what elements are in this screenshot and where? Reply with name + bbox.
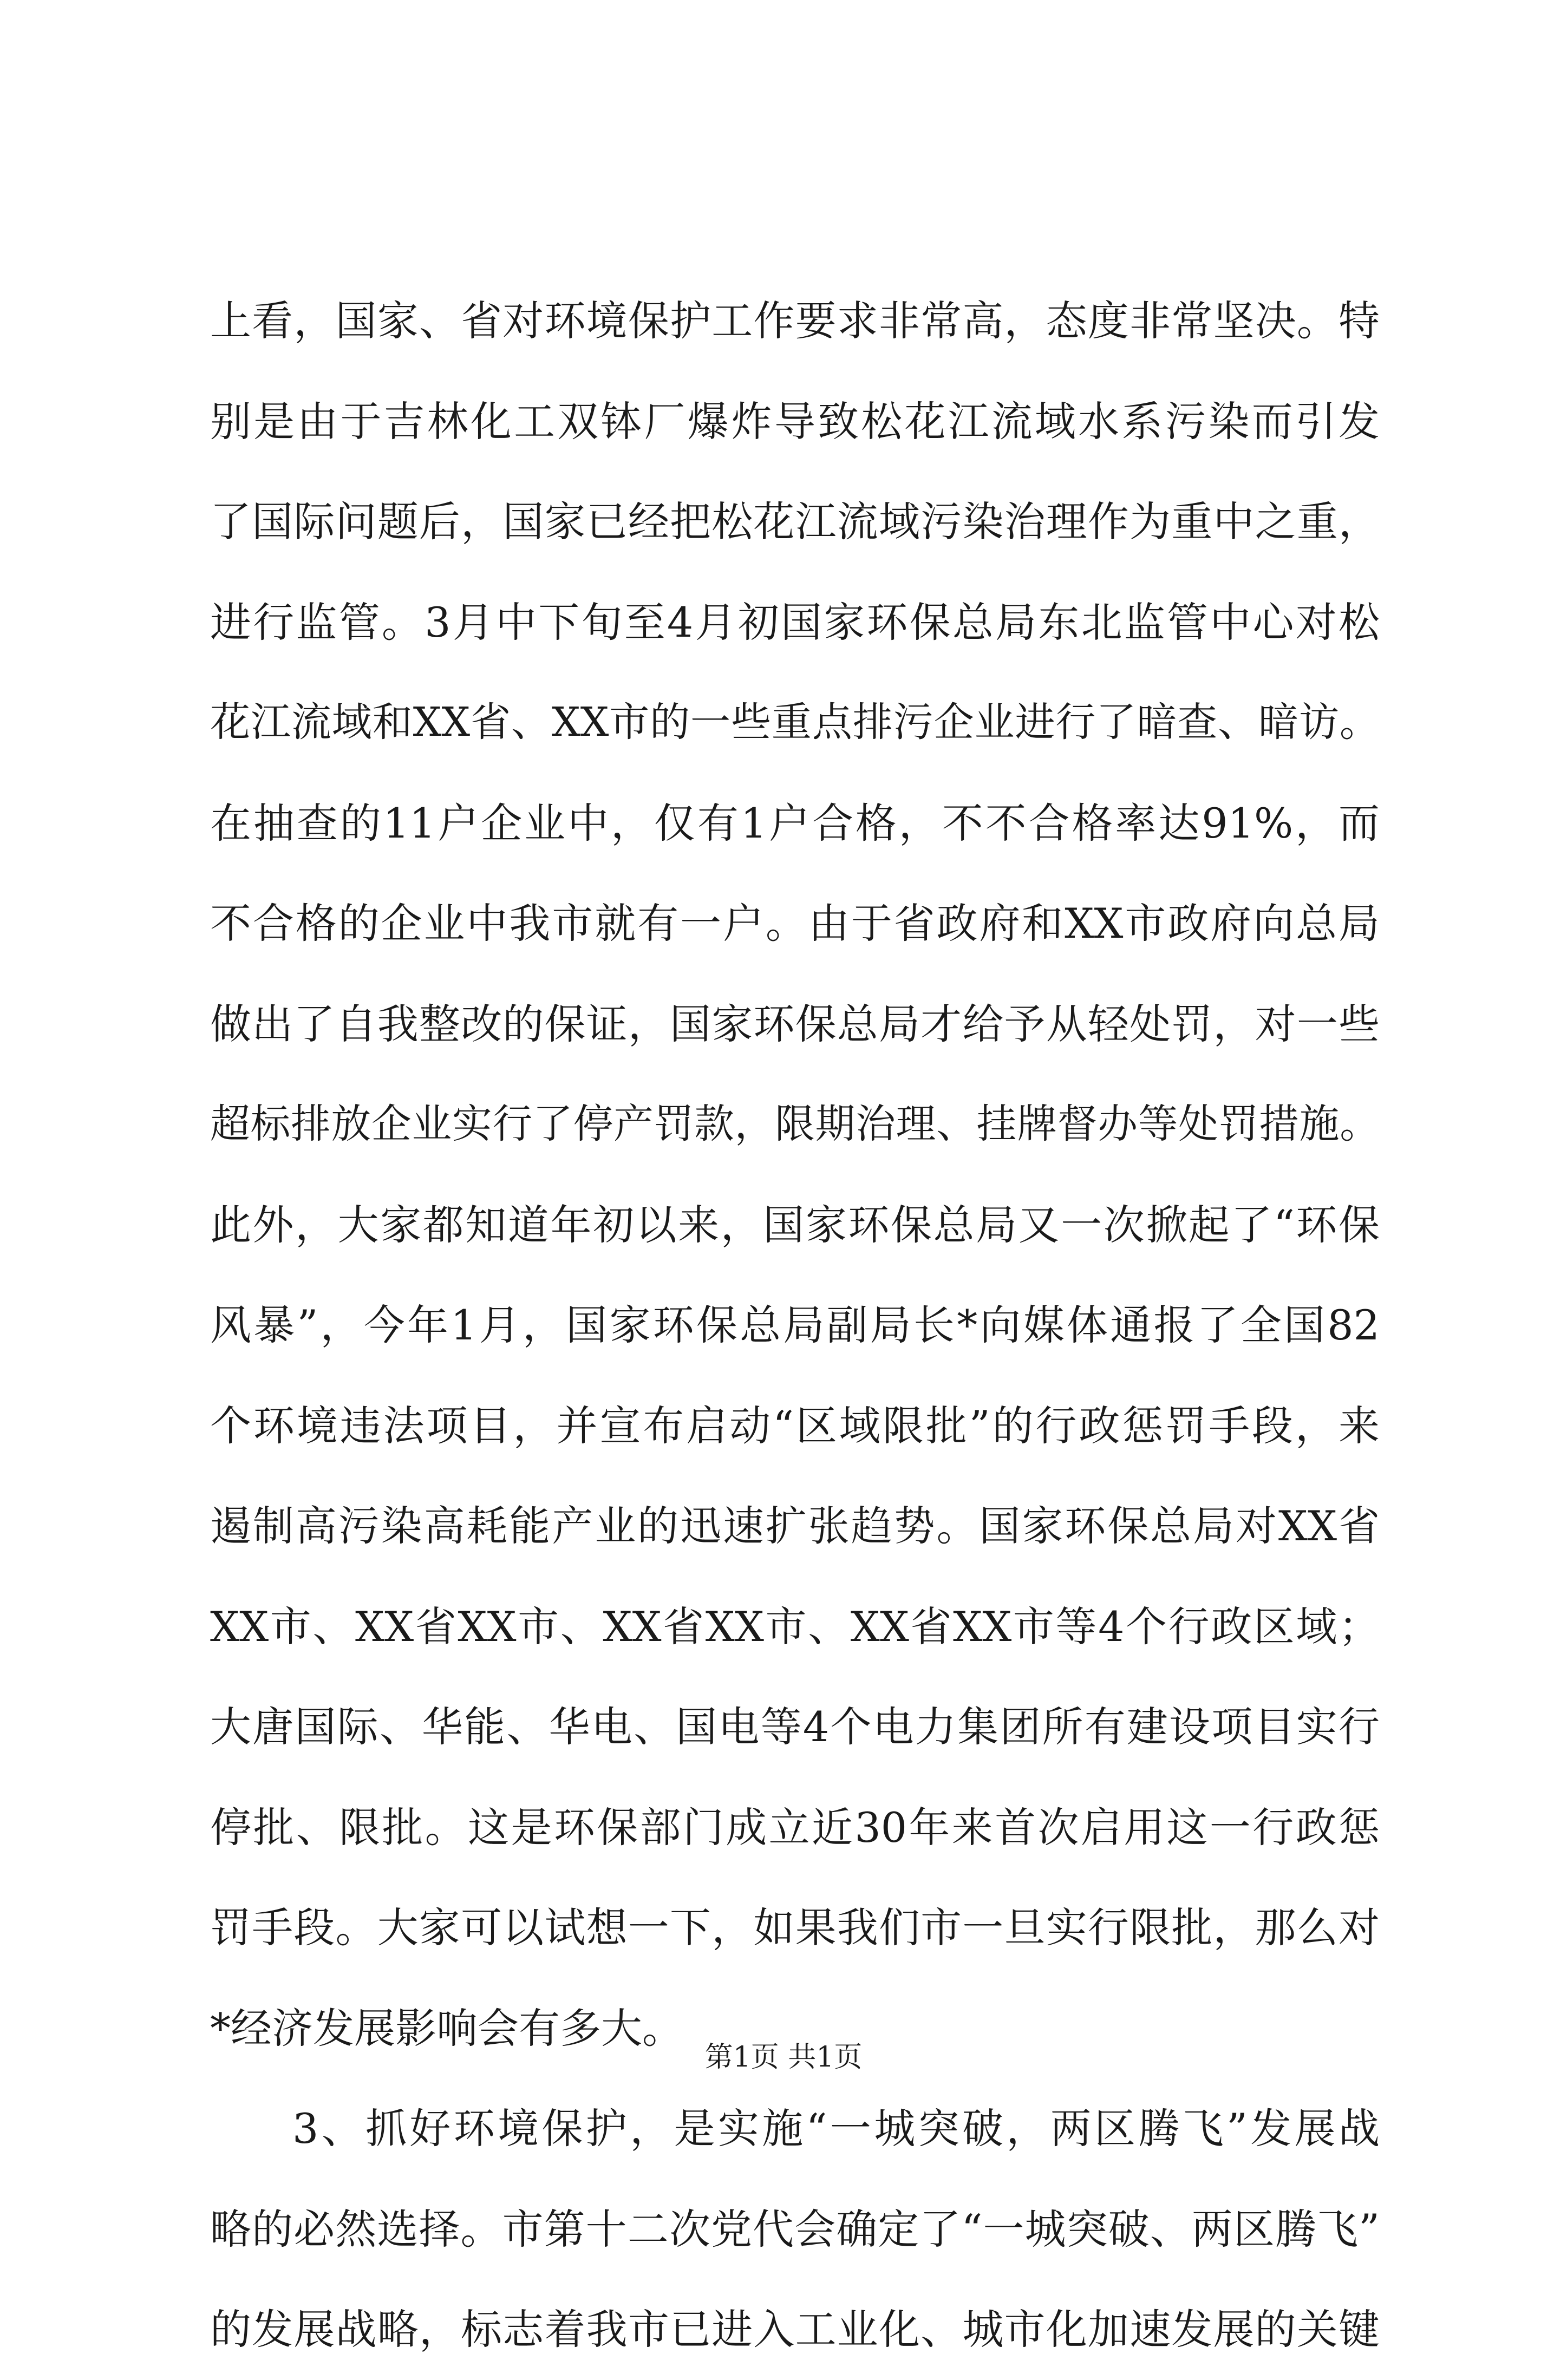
text-line: 风暴”，今年1月，国家环保总局副局长*向媒体通报了全国82	[210, 1301, 1380, 1349]
text-line: 罚手段。大家可以试想一下，如果我们市一旦实行限批，那么对	[210, 1904, 1380, 1952]
text-line: 上看，国家、省对环境保护工作要求非常高，态度非常坚决。特	[210, 297, 1380, 345]
text-line: 在抽查的11户企业中，仅有1户合格，不不合格率达91%，而	[210, 799, 1380, 847]
text-line: 的发展战略，标志着我市已进入工业化、城市化加速发展的关键	[210, 2305, 1380, 2353]
text-line: XX市、XX省XX市、XX省XX市、XX省XX市等4个行政区域；	[210, 1602, 1380, 1651]
text-line: 大唐国际、华能、华电、国电等4个电力集团所有建设项目实行	[210, 1703, 1380, 1751]
paragraph-first-line: 3、抓好环境保护，是实施“一城突破，两区腾飞”发展战	[292, 2104, 1380, 2153]
text-line: 不合格的企业中我市就有一户。由于省政府和XX市政府向总局	[210, 899, 1380, 947]
text-line: 别是由于吉林化工双钵厂爆炸导致松花江流域水系污染而引发	[210, 397, 1380, 446]
page-number-label: 第1页 共1页	[704, 2041, 863, 2074]
text-line: 略的必然选择。市第十二次党代会确定了“一城突破、两区腾飞”	[210, 2205, 1380, 2253]
text-line: 超标排放企业实行了停产罚款，限期治理、挂牌督办等处罚措施。	[210, 1101, 1380, 1147]
text-line: 个环境违法项目，并宣布启动“区域限批”的行政惩罚手段，来	[210, 1401, 1380, 1450]
text-line: *经济发展影响会有多大。	[210, 2004, 683, 2052]
text-line: 此外，大家都知道年初以来，国家环保总局又一次掀起了“环保	[210, 1200, 1380, 1249]
page-footer	[0, 2036, 1567, 2079]
text-line: 做出了自我整改的保证，国家环保总局才给予从轻处罚，对一些	[210, 999, 1380, 1048]
text-line: 花江流域和XX省、XX市的一些重点排污企业进行了暗查、暗访。	[210, 699, 1380, 746]
text-line: 停批、限批。这是环保部门成立近30年来首次启用这一行政惩	[210, 1803, 1380, 1852]
text-line: 进行监管。3月中下旬至4月初国家环保总局东北监管中心对松	[210, 598, 1380, 646]
text-line: 遏制高污染高耗能产业的迅速扩张趋势。国家环保总局对XX省	[210, 1502, 1380, 1550]
text-line: 了国际问题后，国家已经把松花江流域污染治理作为重中之重，	[210, 498, 1380, 546]
